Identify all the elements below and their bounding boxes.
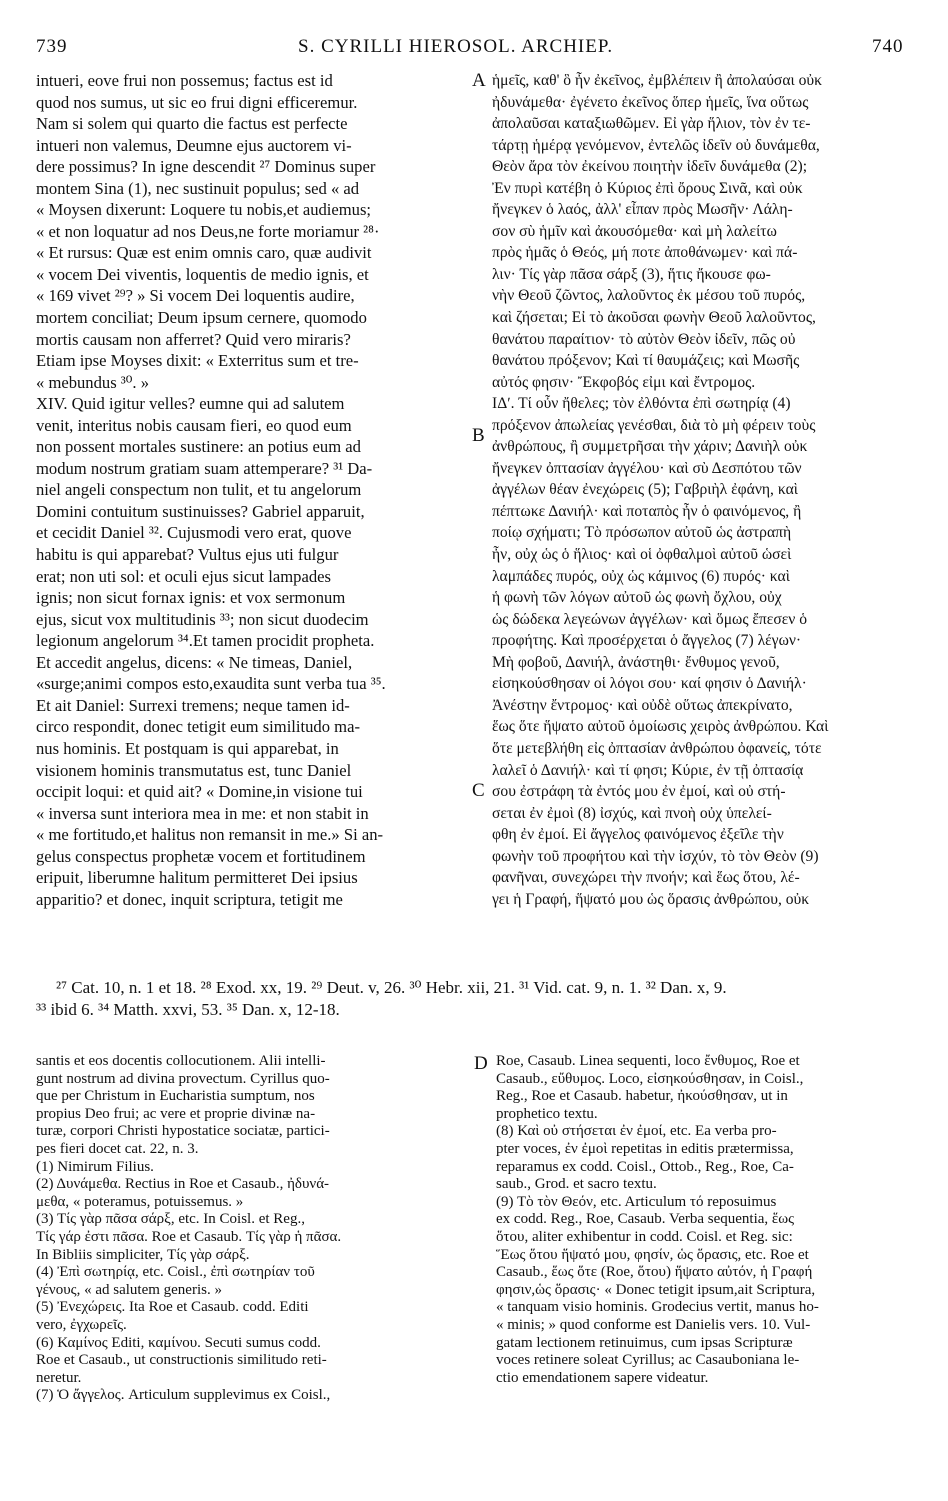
note-line: pter voces, ἐν ἐμοὶ repetitas in editis prætermissa, <box>496 1140 794 1157</box>
latin-text-line: ejus, sicut vox multitudinis ³³; non sicut duodecim <box>36 609 369 629</box>
note-line: (3) Τίς γὰρ πᾶσα σάρξ, etc. In Coisl. et Reg., <box>36 1211 305 1228</box>
latin-text-line: legionum angelorum ³⁴.Et tamen procidit propheta. <box>36 631 375 651</box>
latin-text-line: Domini contuitum sustinuisses? Gabriel apparuit, <box>36 501 365 521</box>
greek-text-line: θανάτου πρόξενον; Καὶ τί θαυμάζεις; καὶ Μωσῆς <box>492 352 800 370</box>
latin-text-line: apparitio? et donec, inquit scriptura, tetigit me <box>36 889 343 909</box>
note-line: (7) Ὁ ἄγγελος. Articulum supplevimus ex Coisl., <box>36 1387 331 1404</box>
greek-column <box>492 70 932 910</box>
note-line: reparamus ex codd. Coisl., Ottob., Reg., Roe, Ca- <box>496 1158 794 1175</box>
greek-text-line: ἕως ὅτε ἥψατο αὐτοῦ ὁμοίωσις χειρὸς ἀνθρώπου. Καὶ <box>492 718 829 736</box>
latin-text-line: XIV. Quid igitur velles? eumne qui ad salutem <box>36 394 345 414</box>
note-line: Ἕως ὅτου ἥψατό μου, φησίν, ὡς ὅρασις, etc. Roe et <box>496 1246 809 1263</box>
latin-text-line: mortis causam non afferret? Quid vero miraris? <box>36 329 351 349</box>
note-line: gunt nostrum ad divina provectum. Cyrillus quo- <box>36 1070 330 1087</box>
greek-text-line: λαμπάδες πυρός, οὐχ ὡς κάμινος (6) πυρός· καὶ <box>492 567 790 585</box>
greek-text-line: πέπτωκε Δανιήλ· καὶ ποταπὸς ἦν ὁ φαινόμενος, ἢ <box>492 502 802 520</box>
note-line: (1) Nimirum Filius. <box>36 1158 154 1175</box>
note-line: voces retinere soleat Cyrillus; ac Casauboniana le- <box>496 1352 800 1369</box>
note-line: (8) Καὶ οὐ στήσεται ἐν ἐμοί, etc. Ea verba pro- <box>496 1123 777 1140</box>
greek-text-line: τάρτῃ ἡμέρᾳ γενόμενον, ἐντελῶς ἰδεῖν οὐ δυνάμεθα, <box>492 136 820 154</box>
note-line: gatam lectionem retinuimus, cum ipsas Scripturæ <box>496 1334 793 1351</box>
greek-text-line: φανῆναι, συνεχώρει τὴν πνοήν; καὶ ἕως ὅτου, λέ- <box>492 869 800 887</box>
greek-text-line: ὡς δώδεκα λεγεώνων ἀγγέλων· καὶ ὅμως ἔπεσεν ὁ <box>492 610 808 628</box>
greek-text-line: ποίῳ σχήματι; Τὸ πρόσωπον αὐτοῦ ὡς ἀστραπὴ <box>492 524 792 542</box>
margin-letter-b: B <box>472 425 485 446</box>
greek-text-line: φθη ἐν ἐμοί. Εἰ ἄγγελος φαινόμενος ἐξεῖλε τὴν <box>492 826 784 844</box>
margin-letter-d: D <box>474 1053 488 1074</box>
note-line: ὅτου, aliter exhibentur in codd. Coisl. et Reg. sic: <box>496 1228 793 1245</box>
latin-text-line: « me fortitudo,et halitus non remansit in me.» Si an- <box>36 825 384 845</box>
note-line: μεθα, « poteramus, potuissemus. » <box>36 1193 244 1210</box>
greek-text-line: φωνὴν τοῦ προφήτου καὶ τὴν ἰσχύν, τὸ τὸν Θεὸν (9) <box>492 847 819 865</box>
note-line: Τίς γάρ ἐστι πᾶσα. Roe et Casaub. Τίς γὰρ ἡ πᾶσα. <box>36 1228 342 1245</box>
greek-text-line: εἰσηκούσθησαν οἱ λόγοι σου· καί φησιν ὁ Δανιήλ· <box>492 675 807 693</box>
greek-text-line: σεται ἐν ἐμοὶ (8) ἰσχύς, καὶ πνοὴ οὐχ ὑπελεί- <box>492 804 772 822</box>
greek-text-line: ἤνεγκεν ὁ λαός, ἀλλ' εἶπαν πρὸς Μωσῆν· Λάλη- <box>492 201 793 219</box>
footnote-references-line-1: ²⁷ Cat. 10, n. 1 et 18. ²⁸ Exod. xx, 19. ²⁹ Deut. v, 26. ³⁰ Hebr. xii, 21. ³¹ Vid. cat. 9, n. 1. ³² Dan. x, 9. <box>56 978 727 997</box>
note-line: Roe et Casaub., ut constructionis similitudo reti- <box>36 1352 327 1369</box>
latin-text-line: « vocem Dei viventis, loquentis de medio ignis, et <box>36 264 369 284</box>
greek-text-line: καὶ ζήσεται; Εἰ τὸ ἀκοῦσαι φωνὴν Θεοῦ λαλοῦντος, <box>492 309 816 327</box>
page-number-left: 739 <box>36 36 68 57</box>
latin-text-line: Etiam ipse Moyses dixit: « Exterritus sum et tre- <box>36 351 359 371</box>
greek-text-line: ἡ φωνὴ τῶν λόγων αὐτοῦ ὡς φωνὴ ὄχλου, οὐχ <box>492 589 782 607</box>
latin-text-line: visionem hominis transmutatus est, tunc Daniel <box>36 760 352 780</box>
latin-text-line: mortem conciliat; Deum ipsum cernere, quomodo <box>36 308 367 328</box>
note-line: (6) Καμίνος Editi, καμίνου. Secuti sumus codd. <box>36 1334 321 1351</box>
running-title: S. CYRILLI HIEROSOL. ARCHIEP. <box>298 36 614 57</box>
greek-text-line: πρόξενον ἀπωλείας γενέσθαι, διὰ τὸ μὴ φέρειν τοὺς <box>492 416 816 434</box>
note-line: (5) Ἐνεχώρεις. Ita Roe et Casaub. codd. Editi <box>36 1299 309 1316</box>
latin-text-line: «surge;animi compos esto,exaudita sunt verba tua ³⁵. <box>36 674 386 694</box>
note-line: « minis; » quod conforme est Danielis vers. 10. Vul- <box>496 1316 811 1333</box>
latin-text-line: dere possimus? In igne descendit ²⁷ Dominus super <box>36 157 376 177</box>
latin-text-line: « mebundus ³⁰. » <box>36 372 150 392</box>
latin-text-line: nus hominis. Et postquam is qui apparebat, in <box>36 738 339 758</box>
latin-text-line: quod nos sumus, ut sic eo frui digni efficeremur. <box>36 92 358 112</box>
greek-text-line: ἤνεγκεν ὀπτασίαν ἀγγέλου· καὶ σὺ Δεσπότου τῶν <box>492 459 802 477</box>
greek-text-line: ἀγγέλων θέαν ἐνεχώρεις (5); Γαβριὴλ ἐφάνη, καὶ <box>492 481 798 499</box>
greek-text-line: νὴν Θεοῦ ζῶντος, λαλοῦντος ἐκ μέσου τοῦ πυρός, <box>492 287 806 305</box>
greek-text-line: σου ἐστράφη τὰ ἐντός μου ἐν ἐμοί, καὶ οὐ στή- <box>492 783 786 801</box>
greek-text-line: Μὴ φοβοῦ, Δανιήλ, ἀνάστηθι· ἔνθυμος γενοῦ, <box>492 653 780 671</box>
note-line: φησιν,ὡς ὅρασις· « Donec tetigit ipsum,ait Scriptura, <box>496 1281 816 1298</box>
margin-letter-a: A <box>472 70 486 91</box>
greek-text-line: θανάτου παραίτιον· τὸ αὐτὸν Θεὸν ἰδεῖν, πῶς οὐ <box>492 330 796 348</box>
latin-text-line: Nam si solem qui quarto die factus est perfecte <box>36 114 348 134</box>
latin-text-line: gelus conspectus prophetæ vocem et fortitudinem <box>36 846 366 866</box>
latin-column <box>36 70 468 910</box>
footnote-references-line-2: ³³ ibid 6. ³⁴ Matth. xxvi, 53. ³⁵ Dan. x, 12-18. <box>36 1000 340 1019</box>
note-line: propius Deo frui; ac vere et proprie divinæ na- <box>36 1105 316 1122</box>
greek-text-line: Ἀνέστην ἔντρομος· καὶ οὐδὲ οὕτως ἀπεκρίνατο, <box>492 696 793 714</box>
margin-letter-c: C <box>472 780 485 801</box>
latin-text-line: eripuit, liberumne halitum permitteret Dei ipsius <box>36 868 358 888</box>
greek-text-line: αὐτός φησιν· Ἔκφοβός εἰμι καὶ ἔντρομος. <box>492 373 756 391</box>
latin-text-line: intueri non valemus, Deumne ejus auctorem vi- <box>36 135 352 155</box>
note-line: (4) Ἐπὶ σωτηρίᾳ, etc. Coisl., ἐπὶ σωτηρίαν τοῦ <box>36 1264 315 1281</box>
latin-text-line: venit, interitus nobis causam fieri, eo quod eum <box>36 415 352 435</box>
latin-text-line: niel angeli conspectum non tulit, et tu angelorum <box>36 480 362 500</box>
greek-text-line: πρὸς ἡμᾶς ὁ Θεός, μή ποτε ἀποθάνωμεν· καὶ πά- <box>492 244 798 262</box>
note-line: (2) Δυνάμεθα. Rectius in Roe et Casaub., ἠδυνά- <box>36 1176 330 1193</box>
greek-text-line: ἠδυνάμεθα· ἐγένετο ἐκεῖνος ὅπερ ἡμεῖς, ἵνα οὕτως <box>492 93 809 111</box>
greek-text-line: Ἐν πυρὶ κατέβη ὁ Κύριος ἐπὶ ὄρους Σινᾶ, καὶ οὐκ <box>492 179 803 197</box>
latin-text-line: « Et rursus: Quæ est enim omnis caro, quæ audivit <box>36 243 372 263</box>
note-line: vero, ἐγχωρεῖς. <box>36 1316 127 1333</box>
latin-text-line: « Moysen dixerunt: Loquere tu nobis,et audiemus; <box>36 200 372 220</box>
greek-text-line: σον σὺ ἡμῖν καὶ ἀκουσόμεθα· καὶ μὴ λαλείτω <box>492 222 777 240</box>
note-line: ctio emendationem sapere videatur. <box>496 1369 709 1386</box>
note-line: pes fieri docet cat. 22, n. 3. <box>36 1140 199 1157</box>
note-line: γένους, « ad salutem generis. » <box>36 1281 222 1298</box>
latin-text-line: modum nostrum gratiam suam attemperare? ³¹ Da- <box>36 458 373 478</box>
latin-text-line: non possent mortales sustinere: an potius eum ad <box>36 437 361 457</box>
greek-text-line: Θεὸν ἄρα τὸν ἐκείνου ποιητὴν ἰδεῖν δυνάμεθα (2); <box>492 158 808 176</box>
greek-text-line: ἡμεῖς, καθ' ὃ ἦν ἐκεῖνος, ἐμβλέπειν ἢ ἀπολαύσαι οὐκ <box>492 72 822 89</box>
latin-text-line: occipit loqui: et quid ait? « Domine,in visione tui <box>36 782 363 802</box>
note-line: turæ, corpori Christi hypostatice sociatæ, partici- <box>36 1123 330 1140</box>
latin-text-line: circo respondit, donec tetigit eum similitudo ma- <box>36 717 360 737</box>
latin-text-line: erat; non uti sol: et oculi ejus sicut lampades <box>36 566 331 586</box>
greek-text-line: ΙΔʹ. Τί οὖν ἤθελες; τὸν ἐλθόντα ἐπὶ σωτηρίᾳ (4) <box>492 395 791 413</box>
greek-text-line: ὅτε μετεβλήθη εἰς ὀπτασίαν ἀνθρώπου ὀφανείς, τότε <box>492 739 822 757</box>
latin-text-line: « inversa sunt interiora mea in me: et non stabit in <box>36 803 369 823</box>
note-line: Roe, Casaub. Linea sequenti, loco ἔνθυμος, Roe et <box>496 1053 800 1069</box>
note-line: saub., Grod. et sacro textu. <box>496 1176 657 1193</box>
greek-text-line: λιν· Τίς γὰρ πᾶσα σάρξ (3), ἥτις ἤκουσε φω- <box>492 265 771 283</box>
note-line: que per Christum in Eucharistia sumptum, nos <box>36 1088 315 1105</box>
note-line: prophetico textu. <box>496 1105 598 1122</box>
note-line: santis et eos docentis collocutionem. Alii intelli- <box>36 1053 326 1069</box>
note-line: « tanquam visio hominis. Grodecius vertit, manus ho- <box>496 1299 819 1316</box>
note-line: (9) Τὸ τὸν Θεόν, etc. Articulum τό reposuimus <box>496 1193 777 1210</box>
greek-text-line: γει ἡ Γραφή, ἥψατό μου ὡς ὅρασις ἀνθρώπου, οὐκ <box>492 890 810 908</box>
page-number-right: 740 <box>872 36 904 57</box>
note-line: neretur. <box>36 1369 82 1386</box>
latin-text-line: Et ait Daniel: Surrexi tremens; neque tamen id- <box>36 695 350 715</box>
greek-text-line: λαλεῖ ὁ Δανιήλ· καὶ τί φησι; Κύριε, ἐν τῇ ὀπτασίᾳ <box>492 761 804 779</box>
latin-text-line: « et non loquatur ad nos Deus,ne forte moriamur ²⁸· <box>36 221 380 241</box>
latin-text-line: Et accedit angelus, dicens: « Ne timeas, Daniel, <box>36 652 353 672</box>
greek-text-line: ἀπολαῦσαι καταξιωθῶμεν. Εἰ γὰρ ἥλιον, τὸν ἐν τε- <box>492 115 811 133</box>
note-line: Casaub., εὔθυμος. Loco, εἰσηκούσθησαν, in Coisl., <box>496 1070 804 1087</box>
latin-text-line: montem Sina (1), nec sustinuit populus; sed « ad <box>36 178 360 198</box>
note-line: Reg., Roe et Casaub. habetur, ἠκούσθησαν, ut in <box>496 1088 788 1105</box>
latin-text-line: et cecidit Daniel ³². Cujusmodi vero erat, quove <box>36 523 352 543</box>
note-line: In Bibliis simpliciter, Τίς γὰρ σάρξ. <box>36 1246 250 1263</box>
notes-left-column <box>36 1053 466 1405</box>
greek-text-line: ἦν, οὐχ ὡς ὁ ἥλιος· καὶ οἱ ὀφθαλμοὶ αὐτοῦ ὡσεὶ <box>492 546 792 564</box>
greek-text-line: προφήτης. Καὶ προσέρχεται ὁ ἄγγελος (7) λέγων· <box>492 632 802 650</box>
note-line: Casaub., ἕως ὅτε (Roe, ὅτου) ἥψατο αὐτόν, ἡ Γραφή <box>496 1264 813 1281</box>
note-line: ex codd. Reg., Roe, Casaub. Verba sequentia, ἕως <box>496 1211 795 1228</box>
latin-text-line: ignis; non sicut fornax ignis: et vox sermonum <box>36 588 346 608</box>
latin-text-line: habitu is qui apparebat? Vultus ejus uti fulgur <box>36 545 339 565</box>
notes-right-column <box>496 1053 936 1387</box>
latin-text-line: « 169 vivet ²⁹? » Si vocem Dei loquentis audire, <box>36 286 355 306</box>
latin-text-line: intueri, eove frui non possemus; factus est id <box>36 71 333 90</box>
greek-text-line: ἀνθρώπους, ἢ συμμετρῆσαι τὴν χάριν; Δανιὴλ οὐκ <box>492 438 808 456</box>
